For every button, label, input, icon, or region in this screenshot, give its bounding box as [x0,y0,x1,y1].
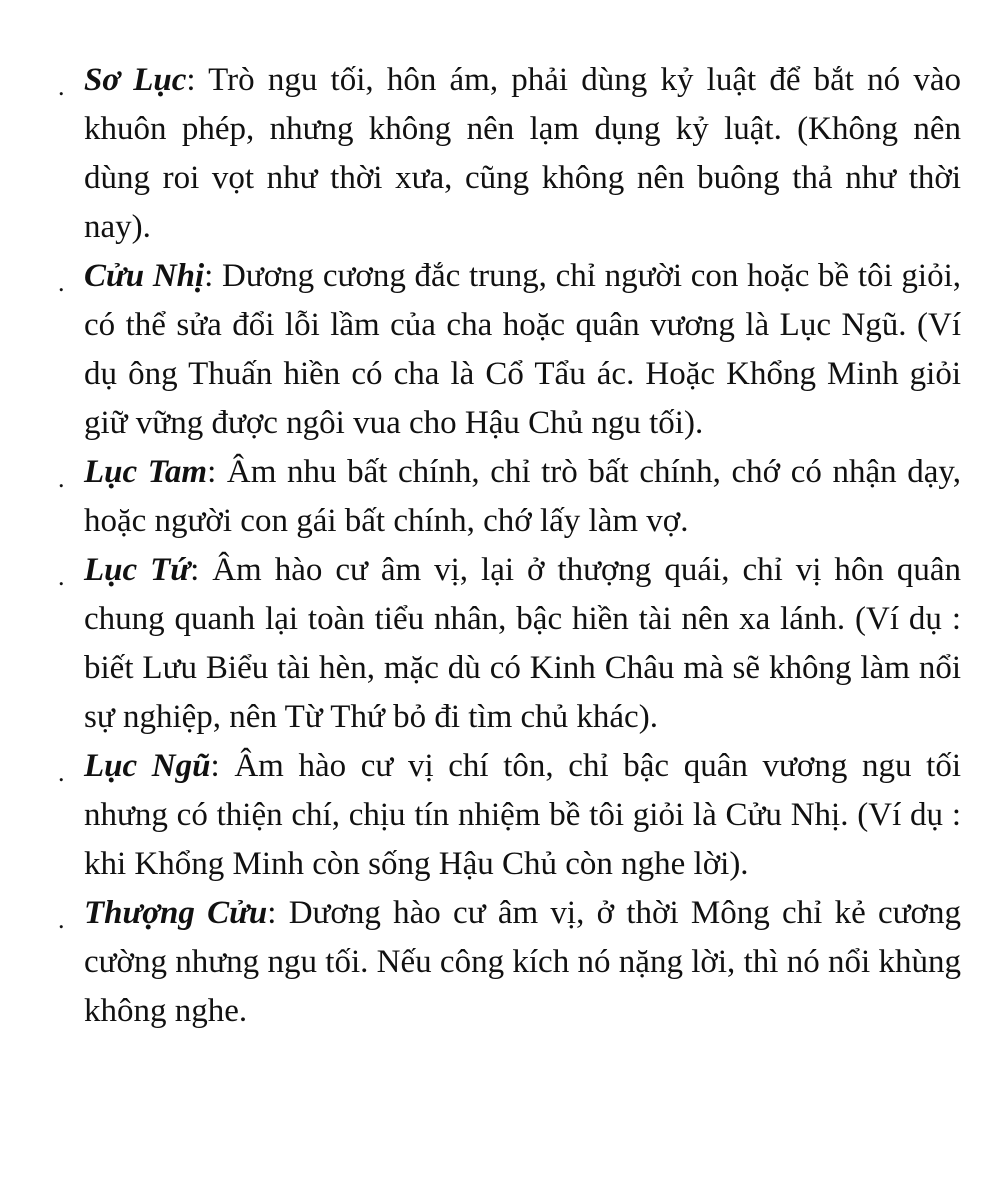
entry-text: : Âm nhu bất chính, chỉ trò bất chính, chớ có nhận dạy, hoặc người con gái bất chính, chớ lấy làm vợ. [84,454,961,539]
bullet-mark: . [58,72,65,101]
entry-text: : Âm hào cư vị chí tôn, chỉ bậc quân vương ngu tối nhưng có thiện chí, chịu tín nhiệm bề tôi giỏi là Cửu Nhị. (Ví dụ : khi Khổng Minh còn sống Hậu Chủ còn nghe lời). [84,748,961,882]
entry-cuu-nhi [58,252,961,448]
entry-luc-tu [58,546,961,742]
entry-term: Thượng Cửu [84,895,268,931]
bullet-mark: . [58,464,65,493]
entry-text: : Dương hào cư âm vị, ở thời Mông chỉ kẻ cương cường nhưng ngu tối. Nếu công kích nó nặng lời, thì nó nổi khùng không nghe. [84,895,961,1029]
entry-body [84,889,961,1036]
entry-body [84,546,961,742]
entry-text: : Trò ngu tối, hôn ám, phải dùng kỷ luật để bắt nó vào khuôn phép, nhưng không nên lạm dụng kỷ luật. (Không nên dùng roi vọt như thời xưa, cũng không nên buông thả như thời nay). [84,62,961,245]
entry-term: Lục Tứ [84,552,191,588]
entry-thuong-cuu [58,889,961,1036]
entry-body [84,252,961,448]
entry-text: : Dương cương đắc trung, chỉ người con hoặc bề tôi giỏi, có thể sửa đổi lỗi lầm của cha hoặc quân vương là Lục Ngũ. (Ví dụ ông Thuấn hiền có cha là Cổ Tẩu ác. Hoặc Khổng Minh giỏi giữ vững được ngôi vua cho Hậu Chủ ngu tối). [84,258,961,441]
entry-body [84,742,961,889]
entry-body [84,56,961,252]
entry-term: Sơ Lục [84,62,187,98]
entry-luc-ngu [58,742,961,889]
entry-body [84,448,961,546]
entry-so-luc [58,56,961,252]
bullet-mark: . [58,905,65,934]
entry-luc-tam [58,448,961,546]
entry-term: Cửu Nhị [84,258,205,294]
bullet-mark: . [58,758,65,787]
entry-term: Lục Tam [84,454,208,490]
entry-text: : Âm hào cư âm vị, lại ở thượng quái, chỉ vị hôn quân chung quanh lại toàn tiểu nhân, bậc hiền tài nên xa lánh. (Ví dụ : biết Lưu Biểu tài hèn, mặc dù có Kinh Châu mà sẽ không làm nổi sự nghiệp, nên Từ Thứ bỏ đi tìm chủ khác). [84,552,962,735]
bullet-mark: . [58,268,65,297]
entry-term: Lục Ngũ [84,748,211,784]
bullet-mark: . [58,562,65,591]
